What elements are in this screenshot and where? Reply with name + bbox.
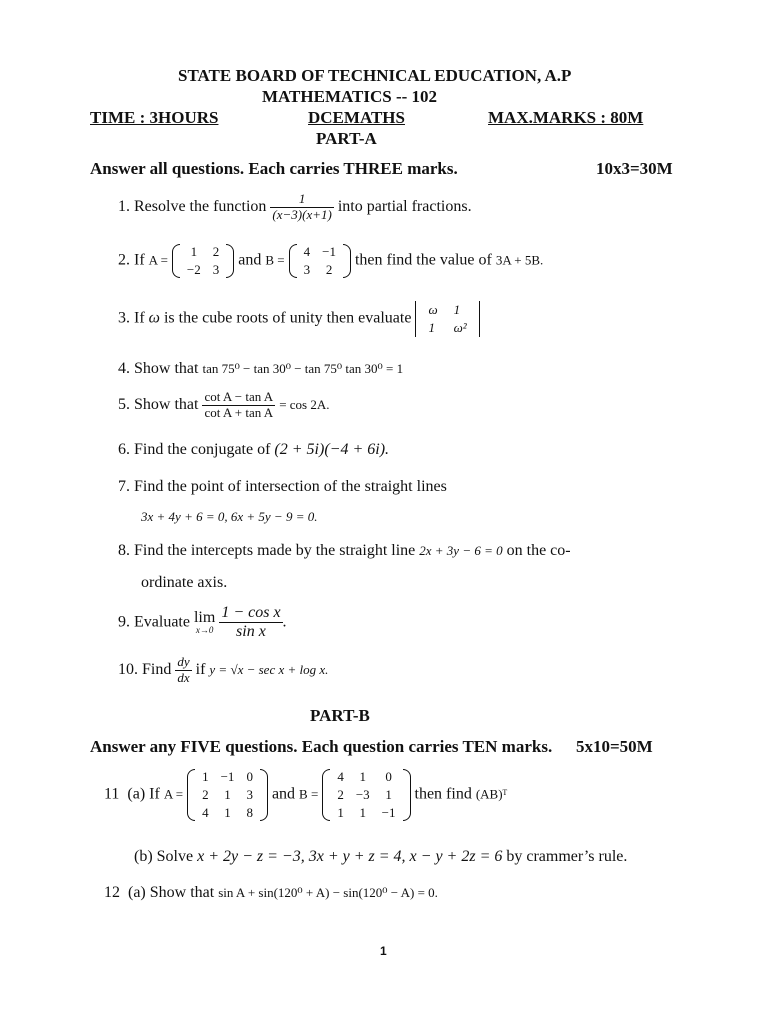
fraction-numerator: 1 − cos x xyxy=(219,604,282,623)
matrix-a xyxy=(187,768,268,822)
determinant xyxy=(415,301,479,337)
determinant-cell: 1 xyxy=(428,320,435,335)
determinant-cell: 1 xyxy=(453,302,461,317)
question-number: 10. xyxy=(118,661,138,679)
part-b-title: PART-B xyxy=(310,706,370,725)
part-a-title: PART-A xyxy=(316,129,377,148)
fraction-denominator: dx xyxy=(177,669,190,685)
question-text-tail: on the co- xyxy=(506,542,571,559)
expression: 2x + 3y − 6 = 0 xyxy=(419,543,503,558)
matrix-cell: 0 xyxy=(385,769,392,784)
course-code: DCEMATHS xyxy=(308,108,405,127)
limit xyxy=(194,610,215,635)
question-text: Find xyxy=(142,661,172,679)
question-number: 4. xyxy=(118,360,130,377)
matrix-a-label: A = xyxy=(148,252,168,268)
question-9 xyxy=(118,604,287,642)
question-text-tail: by crammer’s rule. xyxy=(506,848,628,865)
question-text: Find the conjugate of xyxy=(134,441,271,458)
question-11a xyxy=(104,768,507,822)
question-number: 9. xyxy=(118,613,130,631)
question-text: Resolve the function xyxy=(134,198,267,216)
matrix-cell: 3 xyxy=(303,262,311,277)
question-number: 3. xyxy=(118,309,130,327)
limit-subscript: x→0 xyxy=(195,625,214,636)
question-number: 1. xyxy=(118,198,130,216)
question-2 xyxy=(118,243,543,279)
fraction-numerator: 1 xyxy=(270,192,333,208)
matrix-cell: −1 xyxy=(220,769,235,784)
matrix-cell: 1 xyxy=(385,787,392,802)
matrix-cell: 4 xyxy=(303,244,311,259)
matrix-cell: 1 xyxy=(359,769,366,784)
question-text: (b) Solve xyxy=(134,848,194,865)
expression: = cos 2A. xyxy=(279,397,330,413)
matrix-cell: 1 xyxy=(224,787,231,802)
determinant-cell: ω² xyxy=(453,320,467,335)
subject-title: MATHEMATICS -- 102 xyxy=(262,87,438,106)
fraction-denominator: (x−3)(x+1) xyxy=(272,206,332,222)
question-number: 2. xyxy=(118,251,130,269)
fraction xyxy=(202,390,275,421)
fraction xyxy=(219,604,282,642)
matrix-a-label: A = xyxy=(163,786,184,802)
matrix-cell: 4 xyxy=(337,769,344,784)
question-text-mid: if xyxy=(195,661,206,679)
punctuation: . xyxy=(282,613,287,631)
expression: (2 + 5i)(−4 + 6i). xyxy=(274,441,390,458)
matrix-cell: 1 xyxy=(224,805,231,820)
question-text: Find the intercepts made by the straight line xyxy=(134,542,416,559)
matrix-cell: −2 xyxy=(186,262,201,277)
question-8 xyxy=(118,542,571,560)
question-text: Evaluate xyxy=(134,613,190,631)
determinant-cell: ω xyxy=(428,302,438,317)
question-6 xyxy=(118,441,389,459)
question-12 xyxy=(104,884,438,902)
matrix-cell: −1 xyxy=(381,805,396,820)
matrix-b-label: B = xyxy=(265,252,285,268)
question-number: 12 xyxy=(104,884,120,901)
question-text: (a) Show that xyxy=(128,884,215,901)
question-4 xyxy=(118,360,403,378)
matrix-cell: −1 xyxy=(322,244,336,259)
conjunction: and xyxy=(271,785,296,803)
matrix-b xyxy=(289,243,351,279)
page-number: 1 xyxy=(380,944,387,958)
matrix-cell: 0 xyxy=(246,769,253,784)
expression: tan 75⁰ − tan 30⁰ − tan 75⁰ tan 30⁰ = 1 xyxy=(202,361,404,376)
derivative-fraction xyxy=(175,655,191,686)
part-a-instruction-text: Answer all questions. Each carries THREE marks. xyxy=(90,159,458,178)
question-10 xyxy=(118,655,328,686)
question-text-tail: then find the value of xyxy=(354,251,492,269)
matrix-cell: 2 xyxy=(202,787,209,802)
question-number: 11 xyxy=(104,785,120,803)
question-text-tail: into partial fractions. xyxy=(337,198,472,216)
question-text: Show that xyxy=(134,396,199,414)
question-number: 8. xyxy=(118,542,130,559)
limit-label: lim xyxy=(193,609,216,627)
question-text: (a) If xyxy=(127,785,160,803)
question-text: If xyxy=(134,251,145,269)
matrix-a xyxy=(172,243,234,279)
question-text: If xyxy=(134,309,145,327)
matrix-b-label: B = xyxy=(299,786,319,802)
fraction-denominator: sin x xyxy=(236,623,266,641)
question-7 xyxy=(118,478,447,496)
question-number: 6. xyxy=(118,441,130,458)
matrix-cell: −3 xyxy=(355,787,370,802)
matrix-cell: 1 xyxy=(190,244,198,259)
part-b-marks: 5x10=50M xyxy=(576,737,653,756)
fraction-numerator: dy xyxy=(177,654,190,669)
omega-symbol: ω xyxy=(148,309,160,327)
conjunction: and xyxy=(238,251,262,269)
question-text: Find the point of intersection of the straight lines xyxy=(134,478,447,495)
matrix-cell: 3 xyxy=(212,262,220,277)
fraction-denominator: cot A + tan A xyxy=(204,404,274,420)
question-1 xyxy=(118,192,472,223)
expression: y = √x − sec x + log x. xyxy=(209,662,329,678)
question-text: Show that xyxy=(134,360,199,377)
expression: sin A + sin(120⁰ + A) − sin(120⁰ − A) = 0. xyxy=(218,885,438,900)
fraction xyxy=(270,192,333,223)
question-7-expression: 3x + 4y + 6 = 0, 6x + 5y − 9 = 0. xyxy=(141,509,318,524)
question-text-tail: is the cube roots of unity then evaluate xyxy=(163,309,412,327)
matrix-cell: 2 xyxy=(212,244,220,259)
max-marks: MAX.MARKS : 80M xyxy=(488,108,644,127)
question-11b xyxy=(134,848,627,866)
question-5 xyxy=(118,390,330,421)
question-number: 5. xyxy=(118,396,130,414)
question-8-continuation: ordinate axis. xyxy=(141,574,228,591)
part-a-instruction xyxy=(90,159,458,179)
matrix-cell: 1 xyxy=(359,805,366,820)
question-number: 7. xyxy=(118,478,130,495)
matrix-cell: 1 xyxy=(202,769,209,784)
matrix-cell: 8 xyxy=(246,805,253,820)
fraction-numerator: cot A − tan A xyxy=(204,389,274,404)
matrix-cell: 4 xyxy=(202,805,209,820)
time-label: TIME : 3HOURS xyxy=(90,108,219,127)
matrix-cell: 1 xyxy=(337,805,344,820)
board-title: STATE BOARD OF TECHNICAL EDUCATION, A.P xyxy=(178,66,572,85)
expression: 3A + 5B. xyxy=(495,252,544,268)
matrix-b xyxy=(322,768,410,822)
expression: x + 2y − z = −3, 3x + y + z = 4, x − y + 2z = 6 xyxy=(197,848,503,865)
part-a-marks: 10x3=30M xyxy=(596,159,673,178)
matrix-cell: 3 xyxy=(246,787,253,802)
expression: (AB)ᵀ xyxy=(475,786,508,802)
question-3 xyxy=(118,301,480,337)
question-text-tail: then find xyxy=(414,785,472,803)
matrix-cell: 2 xyxy=(325,262,333,277)
part-b-instruction: Answer any FIVE questions. Each question carries TEN marks. xyxy=(90,737,553,756)
matrix-cell: 2 xyxy=(337,787,344,802)
